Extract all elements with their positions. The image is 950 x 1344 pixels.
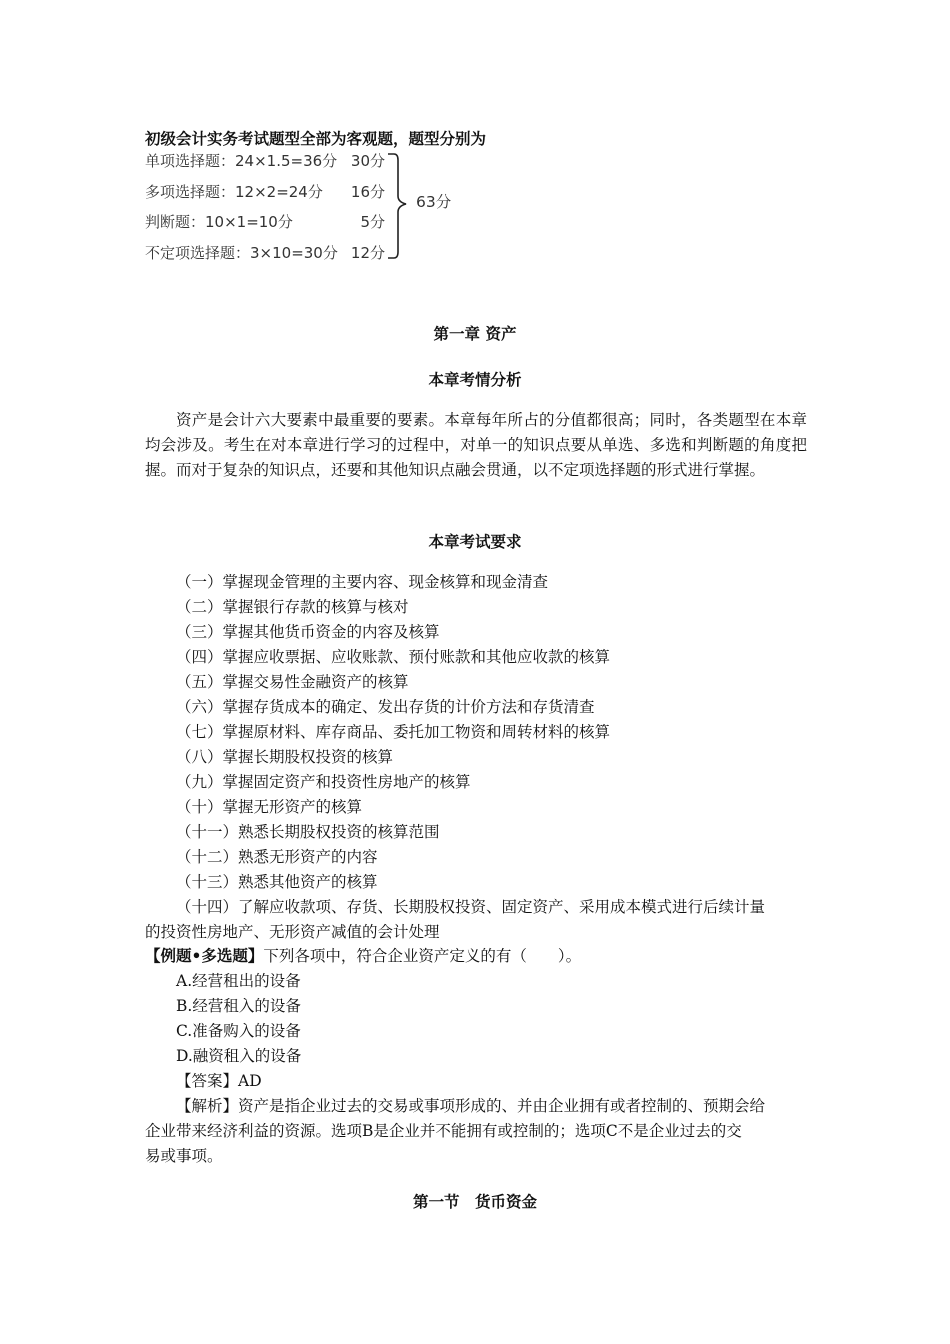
analysis-line: 易或事项。 <box>145 1147 223 1165</box>
list-item: （五）掌握交易性金融资产的核算 <box>176 673 409 691</box>
option-b: B.经营租入的设备 <box>176 997 301 1015</box>
chapter-title: 第一章 资产 <box>433 325 517 343</box>
score-label: 单项选择题：24×1.5=36分 <box>145 152 338 170</box>
list-item: （六）掌握存货成本的确定、发出存货的计价方法和存货清查 <box>176 698 595 716</box>
list-item: （十四）了解应收款项、存货、长期股权投资、固定资产、采用成本模式进行后续计量 <box>176 898 766 916</box>
list-item: （二）掌握银行存款的核算与核对 <box>176 598 409 616</box>
intro-title: 初级会计实务考试题型全部为客观题，题型分别为 <box>145 130 487 148</box>
list-item: （十一）熟悉长期股权投资的核算范围 <box>176 823 440 841</box>
example-question-block <box>145 943 815 1169</box>
list-item: （十三）熟悉其他资产的核算 <box>176 873 378 891</box>
score-value: 30分 <box>350 152 385 170</box>
score-label: 不定项选择题：3×10=30分 <box>145 244 338 262</box>
option-c: C.准备购入的设备 <box>176 1022 301 1040</box>
score-value: 12分 <box>350 244 385 262</box>
question-tag: 【例题•多选题】 <box>145 946 264 965</box>
requirements-heading: 本章考试要求 <box>428 533 522 551</box>
analysis-heading: 本章考情分析 <box>428 371 522 389</box>
score-value: 16分 <box>350 183 385 201</box>
score-label: 判断题：10×1=10分 <box>145 213 293 231</box>
list-item: （八）掌握长期股权投资的核算 <box>176 748 394 766</box>
list-item-continuation: 的投资性房地产、无形资产减值的会计处理 <box>145 923 440 941</box>
question-text: 下列各项中，符合企业资产定义的有（ ）。 <box>263 947 582 965</box>
requirements-list <box>145 570 815 945</box>
curly-brace-icon <box>386 152 416 262</box>
section-title: 第一节 货币资金 <box>412 1193 537 1211</box>
list-item: （九）掌握固定资产和投资性房地产的核算 <box>176 773 471 791</box>
analysis-line: 【解析】资产是指企业过去的交易或事项形成的、并由企业拥有或者控制的、预期会给 <box>176 1097 766 1115</box>
list-item: （四）掌握应收票据、应收账款、预付账款和其他应收款的核算 <box>176 648 611 666</box>
list-item: （十二）熟悉无形资产的内容 <box>176 848 378 866</box>
total-score: 63分 <box>416 193 452 211</box>
analysis-line: 企业带来经济利益的资源。选项B是企业并不能拥有或控制的；选项C不是企业过去的交 <box>145 1122 742 1140</box>
list-item: （一）掌握现金管理的主要内容、现金核算和现金清查 <box>176 573 549 591</box>
score-value: 5分 <box>360 213 385 231</box>
analysis-paragraph: 资产是会计六大要素中最重要的要素。本章每年所占的分值都很高；同时，各类题型在本章均会涉及。考生在对本章进行学习的过程中，对单一的知识点要从单选、多选和判断题的角度把握。而对于复杂的知识点，还要和其他知识点融会贯通，以不定项选择题的形式进行掌握。 <box>145 411 807 479</box>
answer-line: 【答案】AD <box>176 1072 262 1090</box>
list-item: （七）掌握原材料、库存商品、委托加工物资和周转材料的核算 <box>176 723 611 741</box>
option-a: A.经营租出的设备 <box>176 972 301 990</box>
option-d: D.融资租入的设备 <box>176 1047 302 1065</box>
list-item: （十）掌握无形资产的核算 <box>176 798 363 816</box>
list-item: （三）掌握其他货币资金的内容及核算 <box>176 623 440 641</box>
score-label: 多项选择题：12×2=24分 <box>145 183 323 201</box>
